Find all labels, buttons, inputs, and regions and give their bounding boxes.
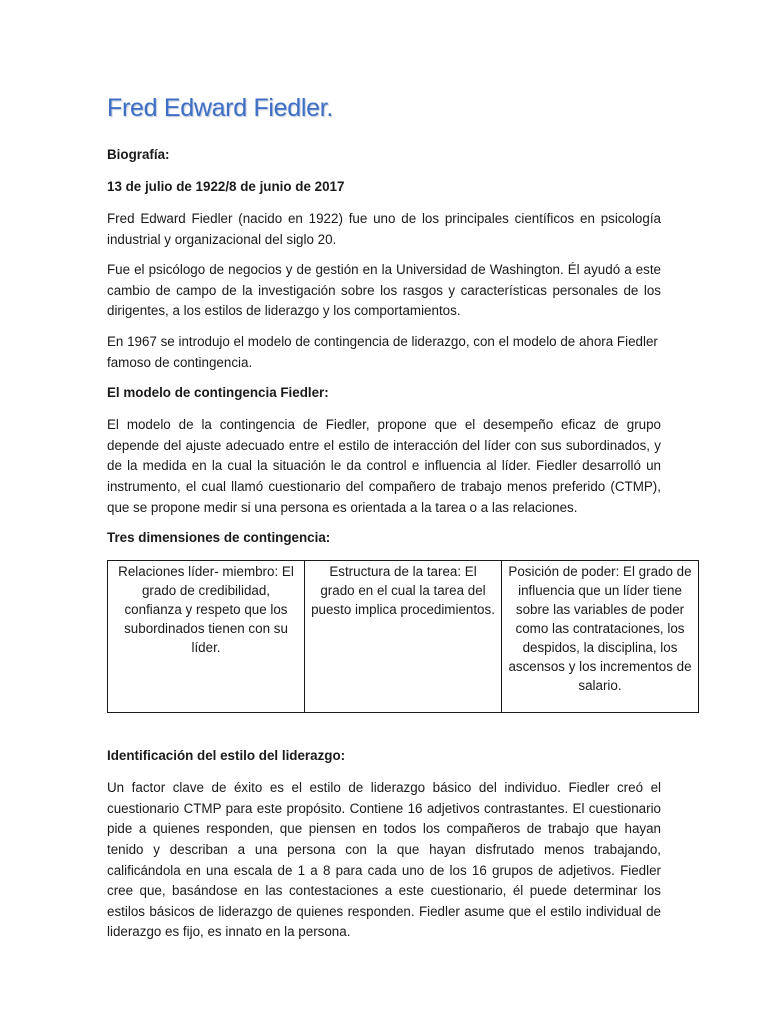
table-row [108,561,699,713]
style-paragraph: Un factor clave de éxito es el estilo de liderazgo básico del individuo. Fiedler creó el cuestionario CTMP para este propósito. Contiene 16 adjetivos contrastantes. El cuestionario pide a quienes responden, que piensen en todos los compañeros de trabajo que hayan tenido y describan a una persona con la que hayan disfrutado menos trabajando, calificándola en una escala de 1 a 8 para cada uno de los 16 grupos de adjetivos. Fiedler cree que, basándose en las contestaciones a este cuestionario, él puede determinar los estilos básicos de liderazgo de quienes responden. Fiedler asume que el estilo individual de liderazgo es fijo, es innato en la persona. [107,780,661,940]
dimensions-heading: Tres dimensiones de contingencia: [107,530,331,546]
intro-paragraph-3: En 1967 se introdujo el modelo de contingencia de liderazgo, con el modelo de ahora Fiedler famoso de contingencia. [107,333,658,370]
dimension-task-structure: Estructura de la tarea: El grado en el cual la tarea del puesto implica procedimientos. [305,561,502,713]
model-heading: El modelo de contingencia Fiedler: [107,385,329,401]
life-dates: 13 de julio de 1922/8 de junio de 2017 [107,179,345,194]
dimension-leader-member: Relaciones líder- miembro: El grado de credibilidad, confianza y respeto que los subordinados tienen con su líder. [108,561,305,713]
biography-heading: Biografía: [107,147,170,162]
dimensions-table [107,560,699,713]
intro-paragraph-2: Fue el psicólogo de negocios y de gestión en la Universidad de Washington. Él ayudó a este cambio de campo de la investigación sobre los rasgos y características personales de los dirigentes, a los estilos de liderazgo y los comportamientos. [107,262,661,319]
intro-paragraph-1: Fred Edward Fiedler (nacido en 1922) fue uno de los principales científicos en psicología industrial y organizacional del siglo 20. [107,211,661,247]
style-heading: Identificación del estilo del liderazgo: [107,748,346,764]
document-title: Fred Edward Fiedler. [107,94,334,122]
model-paragraph: El modelo de la contingencia de Fiedler, propone que el desempeño eficaz de grupo depende del ajuste adecuado entre el estilo de interacción del líder con sus subordinados, y de la medida en la cual la situación le da control e influencia al líder. Fiedler desarrolló un instrumento, el cual llamó cuestionario del compañero de trabajo menos preferido (CTMP), que se propone medir si una persona es orientada a la tarea o a las relaciones. [107,417,661,515]
dimension-position-power: Posición de poder: El grado de influencia que un líder tiene sobre las variables de poder como las contrataciones, los despidos, la disciplina, los ascensos y los incrementos de salario. [502,561,699,713]
